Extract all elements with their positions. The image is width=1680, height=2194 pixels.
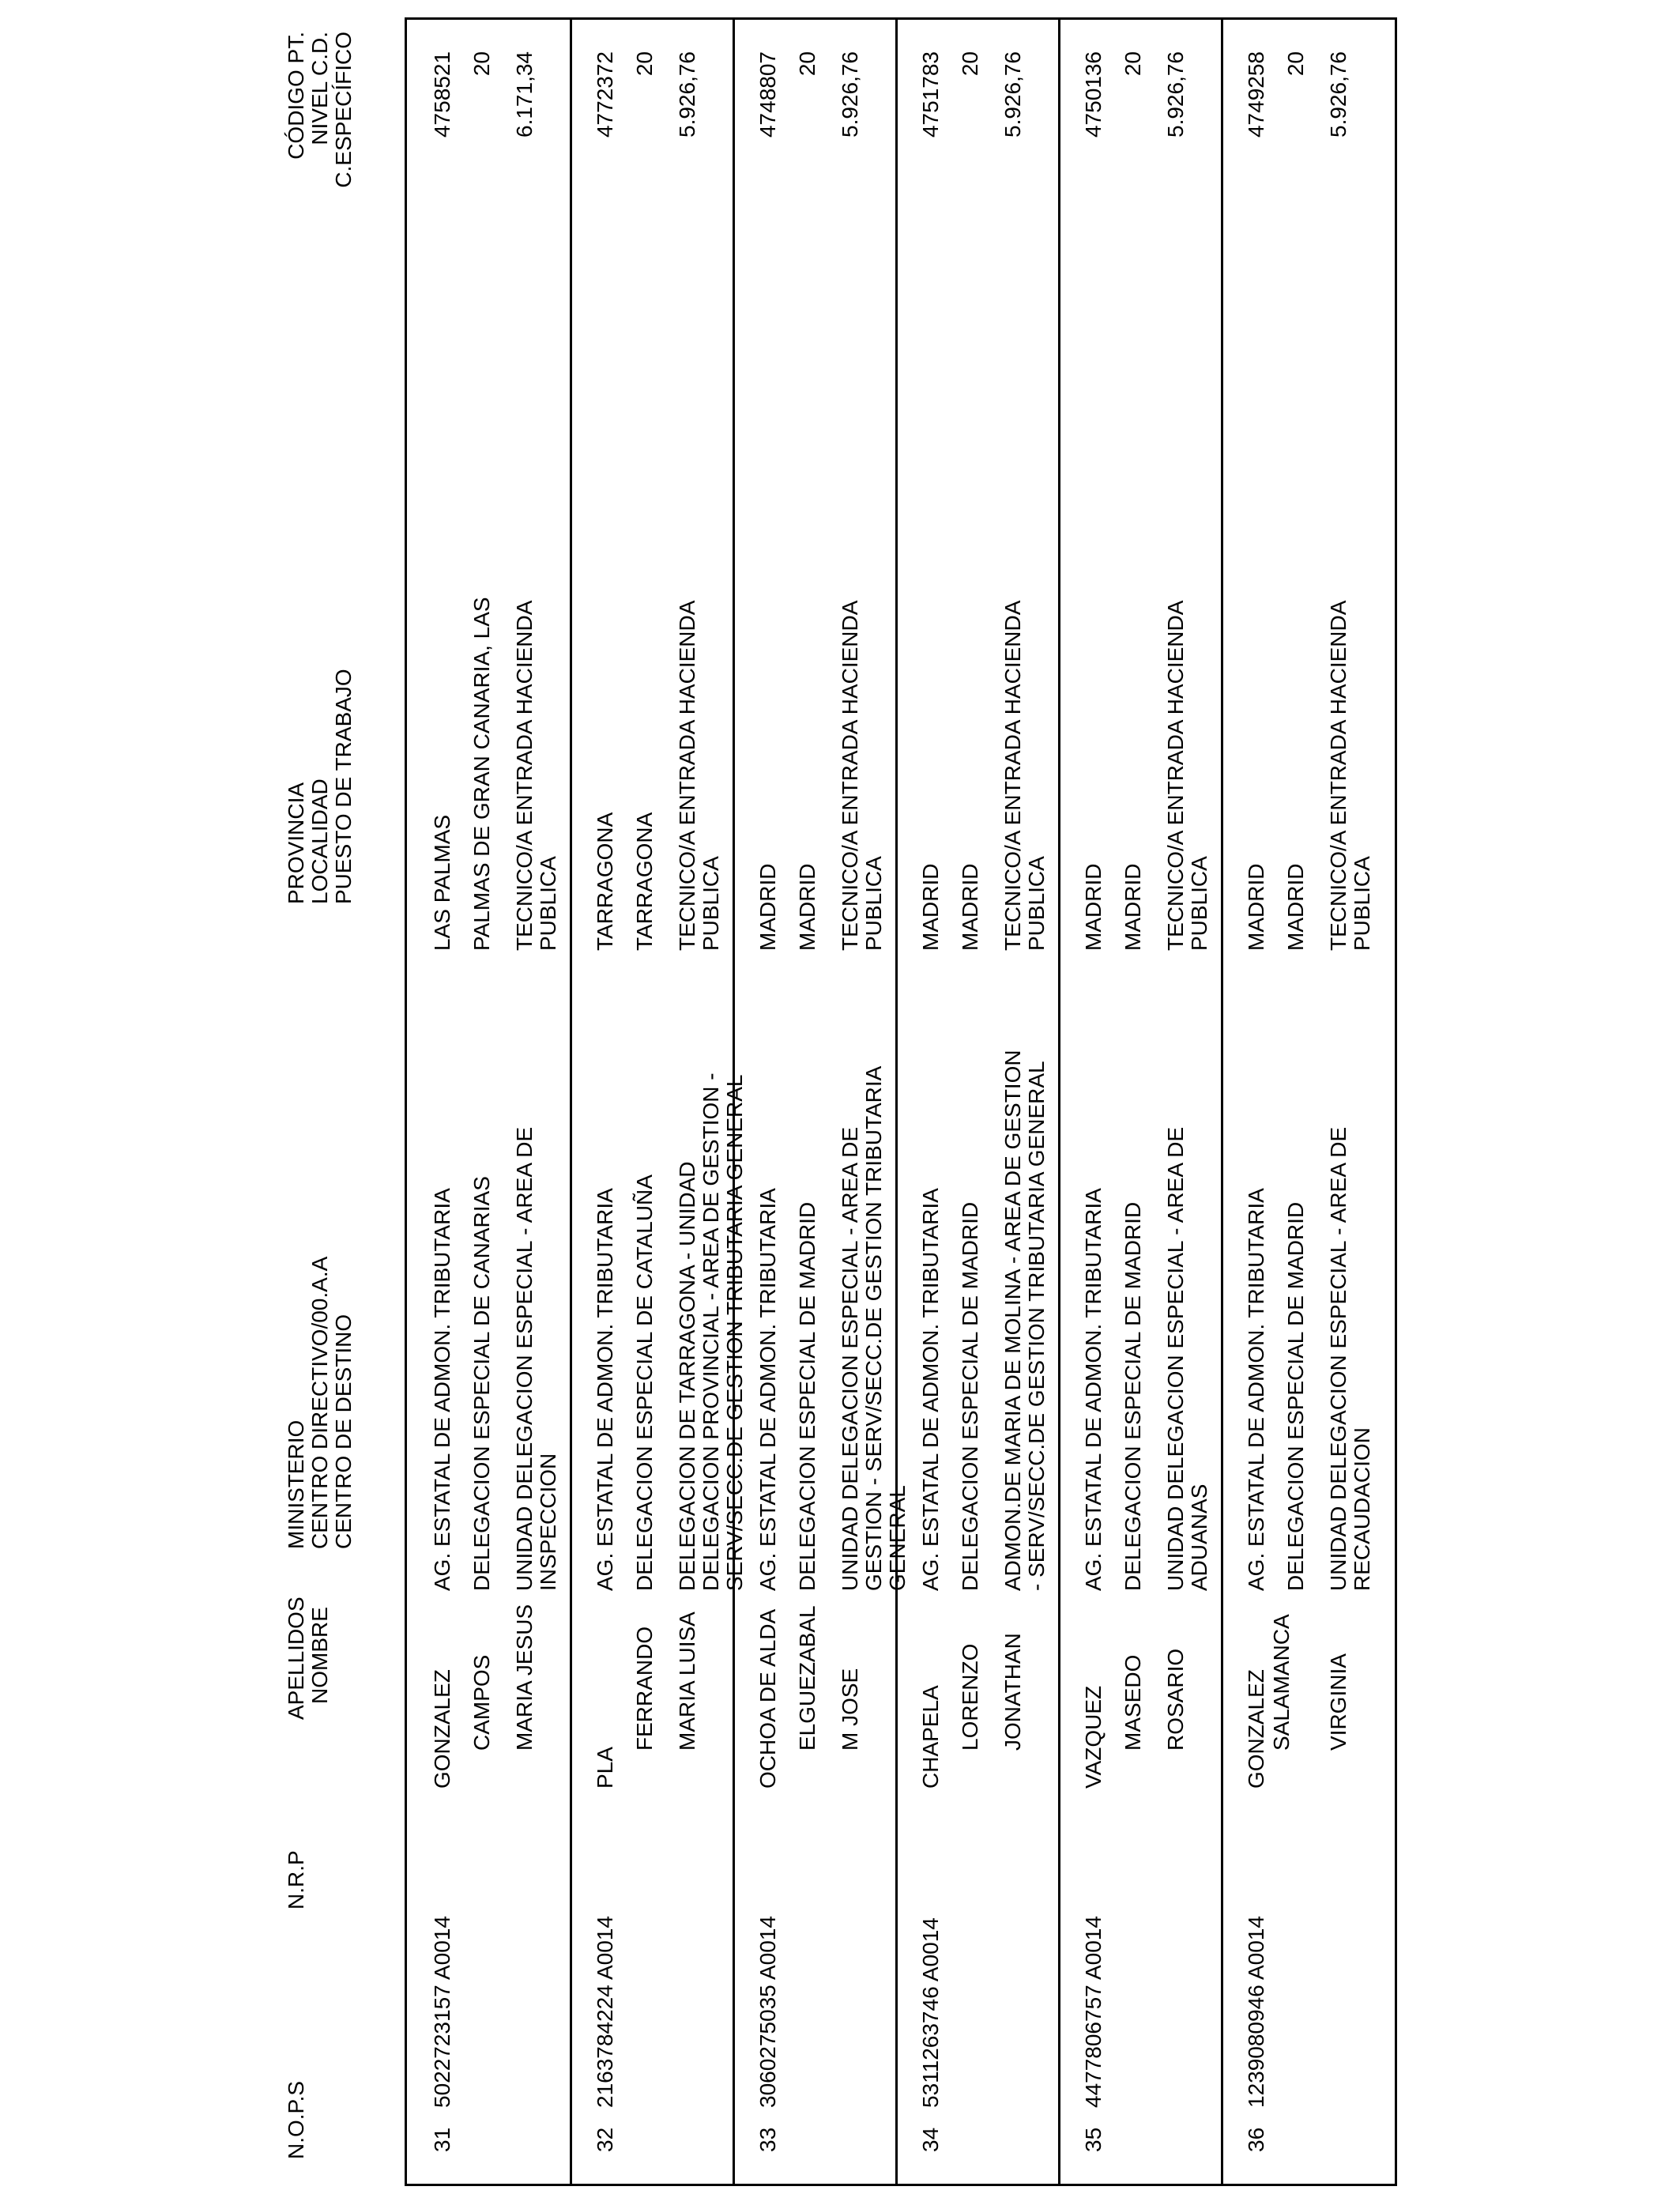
row-nombre: MARIA LUISA: [675, 1612, 699, 1751]
row-puesto: TECNICO/A ENTRADA HACIENDA PUBLICA: [512, 601, 560, 951]
row-nrp: 4477806757 A0014: [1081, 1916, 1106, 2108]
row-apellido2: FERRANDO: [632, 1626, 657, 1751]
row-codigo: 4750136: [1081, 51, 1106, 138]
row-localidad: PALMAS DE GRAN CANARIA, LAS: [469, 597, 494, 951]
row-apellido1: VAZQUEZ: [1081, 1685, 1106, 1789]
row-divider: [895, 20, 898, 2184]
row-apellido2: MASEDO: [1121, 1654, 1145, 1751]
row-especifico: 5.926,76: [1163, 51, 1188, 138]
row-divider: [570, 20, 572, 2184]
row-nivel: 20: [1283, 51, 1308, 77]
row-centro-destino: DELEGACION DE TARRAGONA - UNIDAD DELEGACION PROVINCIAL - AREA DE GESTION - SERV/SECC.DE GESTION TRIBUTARIA GENERAL: [675, 1072, 747, 1591]
row-apellido1: PLA: [593, 1747, 617, 1789]
row-divider: [1058, 20, 1060, 2184]
row-localidad: MADRID: [1121, 863, 1145, 951]
row-nombre: ROSARIO: [1163, 1648, 1188, 1751]
row-centro-destino: ADMON.DE MARIA DE MOLINA - AREA DE GESTION - SERV/SECC.DE GESTION TRIBUTARIA GENERAL: [1000, 1050, 1049, 1591]
row-nrp: 3060275035 A0014: [755, 1916, 780, 2108]
row-provincia: MADRID: [755, 863, 780, 951]
row-centro-directivo: DELEGACION ESPECIAL DE CANARIAS: [469, 1176, 494, 1591]
row-provincia: MADRID: [1081, 863, 1106, 951]
row-centro-destino: UNIDAD DELEGACION ESPECIAL - AREA DE ADUANAS: [1163, 1126, 1211, 1591]
row-centro-directivo: DELEGACION ESPECIAL DE MADRID: [1121, 1201, 1145, 1591]
row-puesto: TECNICO/A ENTRADA HACIENDA PUBLICA: [675, 601, 723, 951]
table-row: [593, 20, 747, 2184]
row-centro-destino: UNIDAD DELEGACION ESPECIAL - AREA DE GESTION - SERV/SECC.DE GESTION TRIBUTARIA GENERAL: [838, 1067, 910, 1591]
row-provincia: TARRAGONA: [593, 812, 617, 951]
row-codigo: 4748807: [755, 51, 780, 138]
row-ministerio: AG. ESTATAL DE ADMON. TRIBUTARIA: [593, 1188, 617, 1591]
row-codigo: 4751783: [918, 51, 943, 138]
row-localidad: TARRAGONA: [632, 812, 657, 951]
row-nrp: 5311263746 A0014: [918, 1917, 943, 2108]
row-codigo: 4772372: [593, 51, 617, 138]
row-ministerio: AG. ESTATAL DE ADMON. TRIBUTARIA: [918, 1188, 943, 1591]
row-codigo: 4749258: [1244, 51, 1268, 138]
row-nops: 36: [1244, 2127, 1268, 2152]
row-nombre: M JOSE: [838, 1668, 862, 1751]
row-nrp: 5022723157 A0014: [430, 1916, 454, 2108]
row-provincia: LAS PALMAS: [430, 814, 454, 951]
row-especifico: 5.926,76: [1326, 51, 1350, 138]
header-codigo: CÓDIGO PT. NIVEL C.D. C.ESPECÍFICO: [284, 32, 356, 188]
row-nivel: 20: [632, 51, 657, 77]
row-nivel: 20: [795, 51, 819, 77]
row-centro-directivo: DELEGACION ESPECIAL DE MADRID: [1283, 1201, 1308, 1591]
row-centro-directivo: DELEGACION ESPECIAL DE MADRID: [795, 1201, 819, 1591]
row-localidad: MADRID: [795, 863, 819, 951]
table-row: [755, 20, 910, 2184]
header-nrp: N.R.P: [284, 1850, 308, 1909]
table-row: [1082, 20, 1216, 2184]
row-nops: 33: [755, 2127, 780, 2152]
row-puesto: TECNICO/A ENTRADA HACIENDA PUBLICA: [1163, 601, 1211, 951]
row-nivel: 20: [469, 51, 494, 77]
row-especifico: 5.926,76: [1000, 51, 1025, 138]
row-provincia: MADRID: [918, 863, 943, 951]
table-row: [1245, 20, 1379, 2184]
row-nops: 35: [1081, 2127, 1106, 2152]
records-table: [405, 17, 1397, 2186]
row-apellido1: GONZALEZ: [1244, 1669, 1268, 1789]
row-divider: [1221, 20, 1223, 2184]
row-centro-directivo: DELEGACION ESPECIAL DE MADRID: [958, 1201, 982, 1591]
row-nrp: 1239080946 A0014: [1244, 1916, 1268, 2108]
row-nivel: 20: [1121, 51, 1145, 77]
table-row: [919, 20, 1053, 2184]
row-apellido2: LORENZO: [958, 1643, 982, 1751]
row-nops: 32: [593, 2127, 617, 2152]
row-nivel: 20: [958, 51, 982, 77]
row-puesto: TECNICO/A ENTRADA HACIENDA PUBLICA: [838, 601, 886, 951]
row-nombre: MARIA JESUS: [512, 1604, 537, 1751]
row-especifico: 5.926,76: [838, 51, 862, 138]
row-apellido2: CAMPOS: [469, 1654, 494, 1751]
row-ministerio: AG. ESTATAL DE ADMON. TRIBUTARIA: [755, 1188, 780, 1591]
row-nombre: JONATHAN: [1000, 1633, 1025, 1751]
row-puesto: TECNICO/A ENTRADA HACIENDA PUBLICA: [1326, 601, 1374, 951]
row-nops: 34: [918, 2127, 943, 2152]
table-row: [431, 20, 565, 2184]
row-provincia: MADRID: [1244, 863, 1268, 951]
row-especifico: 5.926,76: [675, 51, 699, 138]
row-apellido2: ELGUEZABAL: [795, 1605, 819, 1751]
row-especifico: 6.171,34: [512, 51, 537, 138]
row-ministerio: AG. ESTATAL DE ADMON. TRIBUTARIA: [430, 1188, 454, 1591]
row-codigo: 4758521: [430, 51, 454, 138]
row-ministerio: AG. ESTATAL DE ADMON. TRIBUTARIA: [1081, 1188, 1106, 1591]
row-localidad: MADRID: [1283, 863, 1308, 951]
row-localidad: MADRID: [958, 863, 982, 951]
row-centro-destino: UNIDAD DELEGACION ESPECIAL - AREA DE INSPECCION: [512, 1126, 560, 1591]
row-apellido2: SALAMANCA: [1269, 1614, 1294, 1751]
row-nrp: 2163784224 A0014: [593, 1916, 617, 2108]
row-centro-destino: UNIDAD DELEGACION ESPECIAL - AREA DE RECAUDACION: [1326, 1126, 1374, 1591]
header-apellidos-nombre: APELLIDOS NOMBRE: [284, 1596, 332, 1720]
row-divider: [733, 20, 735, 2184]
header-provincia: PROVINCIA LOCALIDAD PUESTO DE TRABAJO: [284, 669, 356, 904]
row-ministerio: AG. ESTATAL DE ADMON. TRIBUTARIA: [1244, 1188, 1268, 1591]
row-centro-directivo: DELEGACION ESPECIAL DE CATALUÑA: [632, 1174, 657, 1591]
row-apellido1: OCHOA DE ALDA: [755, 1608, 780, 1789]
header-ministerio: MINISTERIO CENTRO DIRECTIVO/00.A.A CENTRO DE DESTINO: [284, 1256, 356, 1549]
row-apellido1: CHAPELA: [918, 1685, 943, 1789]
row-puesto: TECNICO/A ENTRADA HACIENDA PUBLICA: [1000, 601, 1049, 951]
row-nombre: VIRGINIA: [1326, 1653, 1350, 1751]
header-nops: N.O.P.S: [284, 2080, 308, 2159]
row-apellido1: GONZALEZ: [430, 1669, 454, 1789]
row-nops: 31: [430, 2127, 454, 2152]
